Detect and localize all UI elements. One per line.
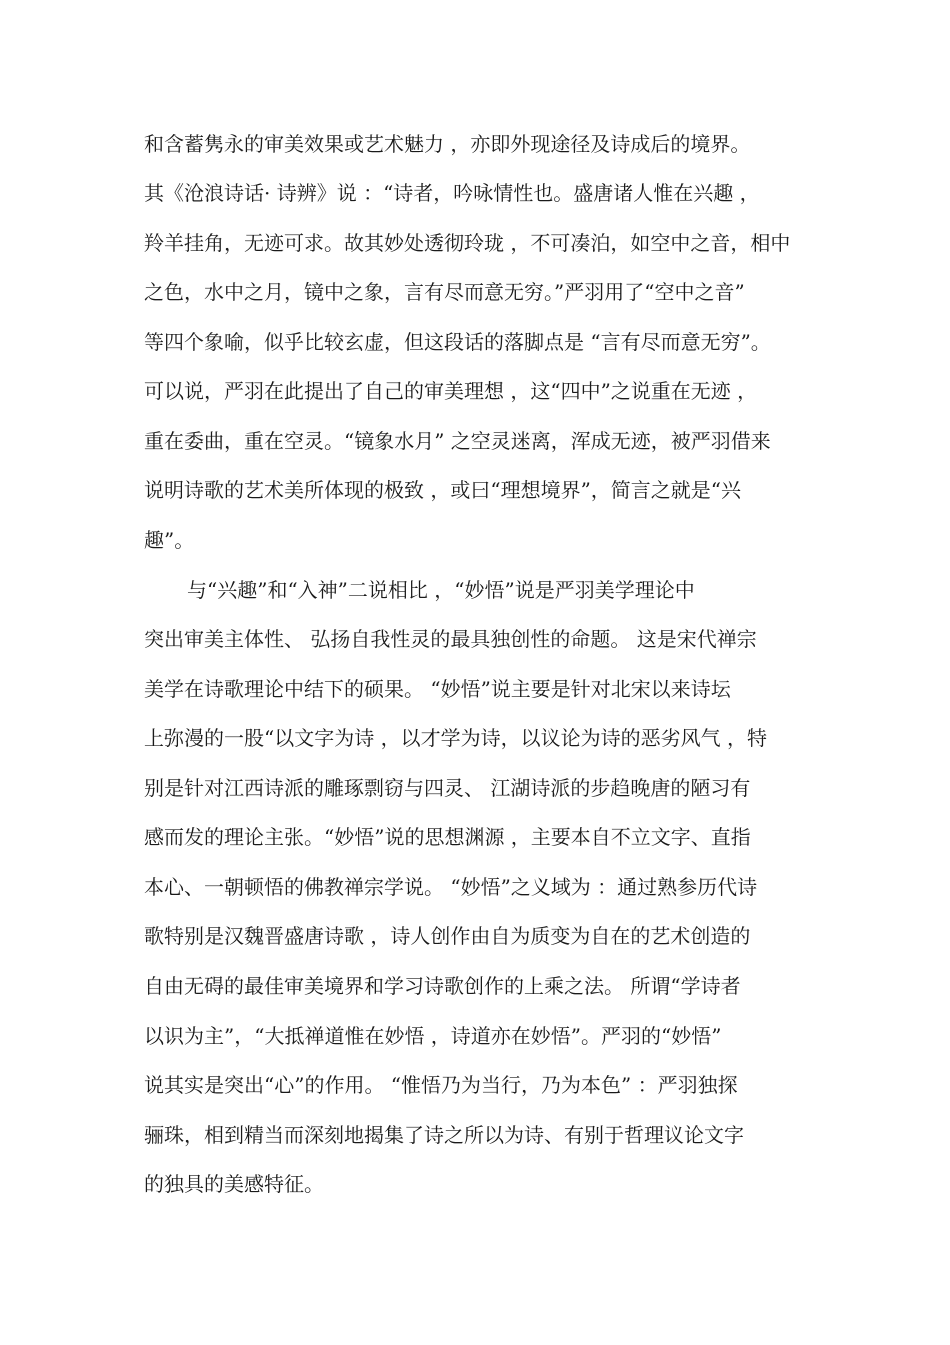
text-line: 之色，水中之月，镜中之象，言有尽而意无穷。”严羽用了“空中之音” xyxy=(144,280,745,304)
text-line: 自由无碍的最佳审美境界和学习诗歌创作的上乘之法。 所谓“学诗者 xyxy=(144,974,741,998)
text-line: 羚羊挂角，无迹可求。故其妙处透彻玲珑 ，不可凑泊，如空中之音，相中 xyxy=(144,231,791,255)
text-line: 和含蓄隽永的审美效果或艺术魅力 ，亦即外现途径及诗成后的境界。 xyxy=(144,132,751,156)
text-line: 其《沧浪诗话· 诗辨》说 ：“诗者，吟咏情性也。盛唐诸人惟在兴趣 ， xyxy=(144,181,760,205)
text-line: 说明诗歌的艺术美所体现的极致 ，或曰“理想境界”，简言之就是“兴 xyxy=(144,478,742,502)
text-line: 感而发的理论主张。“妙悟”说的思想渊源 ，主要本自不立文字、直指 xyxy=(144,825,751,849)
text-line: 趣”。 xyxy=(144,528,195,552)
text-line: 的独具的美感特征。 xyxy=(144,1172,324,1196)
paragraph-first-line: 与“兴趣”和“入神”二说相比 ，“妙悟”说是严羽美学理论中 xyxy=(187,578,695,602)
text-line: 美学在诗歌理论中结下的硕果。 “妙悟”说主要是针对北宋以来诗坛 xyxy=(144,677,731,701)
text-line: 本心、一朝顿悟的佛教禅宗学说。 “妙悟”之义域为 ：通过熟参历代诗 xyxy=(144,875,758,899)
text-line: 说其实是突出“心”的作用。 “惟悟乃为当行，乃为本色” ：严羽独探 xyxy=(144,1073,738,1097)
text-line: 等四个象喻，似乎比较玄虚，但这段话的落脚点是 “言有尽而意无穷”。 xyxy=(144,330,771,354)
text-line: 歌特别是汉魏晋盛唐诗歌 ，诗人创作由自为质变为自在的艺术创造的 xyxy=(144,924,751,948)
text-line: 可以说，严羽在此提出了自己的审美理想 ，这“四中”之说重在无迹 ， xyxy=(144,379,758,403)
text-line: 重在委曲，重在空灵。“镜象水月” 之空灵迷离，浑成无迹，被严羽借来 xyxy=(144,429,771,453)
text-line: 突出审美主体性、 弘扬自我性灵的最具独创性的命题。 这是宋代禅宗 xyxy=(144,627,757,651)
text-line: 上弥漫的一股“以文字为诗 ，以才学为诗，以议论为诗的恶劣风气 ，特 xyxy=(144,726,767,750)
text-line: 骊珠，相到精当而深刻地揭集了诗之所以为诗、有别于哲理议论文字 xyxy=(144,1123,744,1147)
text-line: 别是针对江西诗派的雕琢剽窃与四灵、 江湖诗派的步趋晚唐的陋习有 xyxy=(144,776,751,800)
text-line: 以识为主”，“大抵禅道惟在妙悟 ，诗道亦在妙悟”。严羽的“妙悟” xyxy=(144,1024,722,1048)
